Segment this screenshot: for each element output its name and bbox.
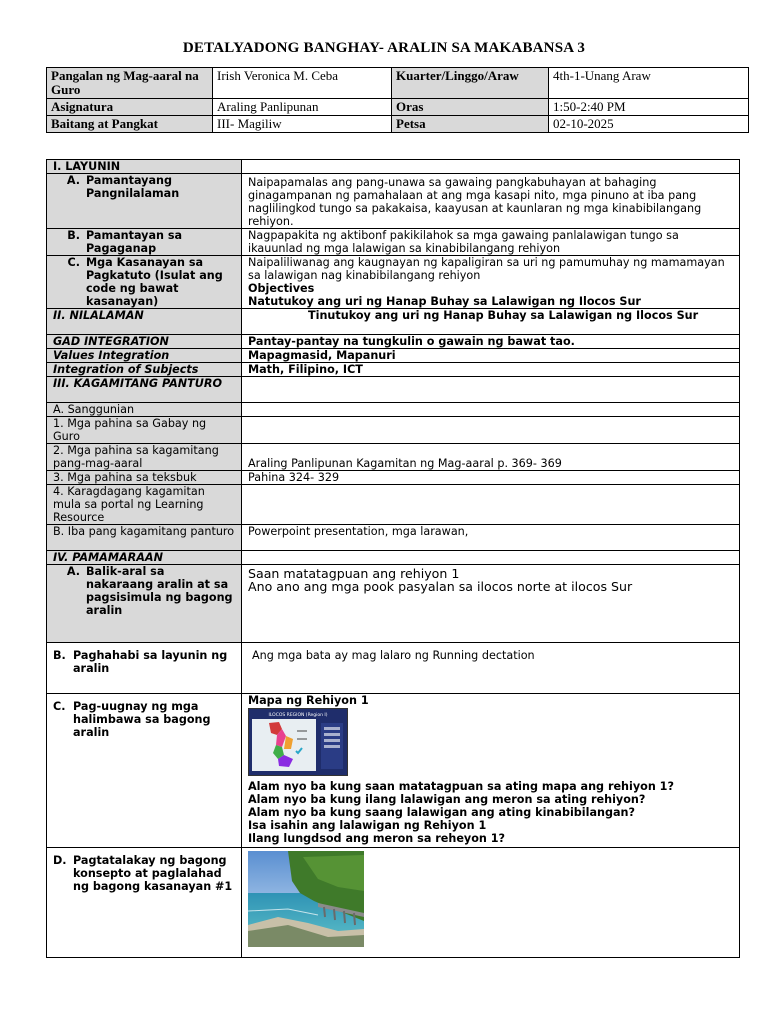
- paguugnay-value: [242, 694, 740, 848]
- kagamitan-empty: [242, 377, 740, 403]
- region-1-map-image: [248, 708, 348, 776]
- pamantayang-pangnilalaman-label: A. Pamantayang Pangnilalaman: [47, 174, 242, 229]
- integration-value: Math, Filipino, ICT: [242, 363, 740, 377]
- teacher-label: Pangalan ng Mag-aaral na Guro: [47, 68, 213, 99]
- pamantayang-pangnilalaman-value: Naipapamalas ang pang-unawa sa gawaing pangkabuhayan at bahaging ginagampanan ng pamahalaan at ang mga kasapi nito, mga pinuno at iba pang naglilingkod tungo sa pakakaisa, kaayusan at kaunlaran ng mga kinabibilangang rehiyon.: [242, 174, 740, 229]
- pamantayan-sa-pagaganap-value: Nagpapakita ng aktibonf pakikilahok sa mga gawaing panlalawigan tungo sa ikauunlad ng mga lalawigan sa kinabibilangang rehiyon: [242, 229, 740, 256]
- map-caption: ILOCOS REGION (Region I): [268, 713, 328, 718]
- kasanayan-text: Naipaliliwanag ang kaugnayan ng kapaligiran sa uri ng pamumuhay ng mamamayan sa lalawigan nag kinabibilangang rehiyon: [248, 256, 725, 282]
- table-row: [47, 309, 740, 335]
- pagtatalakay-label: D. Pagtatalakay ng bagong konsepto at paglalahad ng bagong kasanayan #1: [47, 848, 242, 958]
- grade-value: III- Magiliw: [213, 116, 392, 133]
- objectives-label: Objectives: [248, 282, 315, 295]
- gabay-empty: [242, 417, 740, 444]
- table-row: [47, 229, 740, 256]
- objectives-value: Natutukoy ang uri ng Hanap Buhay sa Lalawigan ng Ilocos Sur: [248, 295, 641, 308]
- grade-label: Baitang at Pangkat: [47, 116, 213, 133]
- header-info-table: [46, 67, 749, 133]
- question-1: Alam nyo ba kung saan matatagpuan sa ating mapa ang rehiyon 1?: [248, 780, 674, 793]
- balik-aral-line-1: Saan matatagpuan ang rehiyon 1: [248, 566, 460, 581]
- balik-aral-label: A. Balik-aral sa nakaraang aralin at sa pagsisimula ng bagong aralin: [47, 565, 242, 643]
- teacher-value: Irish Veronica M. Ceba: [213, 68, 392, 99]
- mapa-label: Mapa ng Rehiyon 1: [248, 694, 369, 707]
- paghahabi-value: Ang mga bata ay mag lalaro ng Running dectation: [242, 643, 740, 694]
- layunin-heading: I. LAYUNIN: [47, 160, 242, 174]
- nilalaman-value: Tinutukoy ang uri ng Hanap Buhay sa Lalawigan ng Ilocos Sur: [242, 309, 740, 335]
- question-3: Alam nyo ba kung saang lalawigan ang ating kinabibilangan?: [248, 806, 635, 819]
- table-row: [47, 565, 740, 643]
- pamantayan-sa-pagaganap-label: B. Pamantayan sa Pagaganap: [47, 229, 242, 256]
- gad-value: Pantay-pantay na tungkulin o gawain ng bawat tao.: [242, 335, 740, 349]
- values-label: Values Integration: [47, 349, 242, 363]
- pagtatalakay-value: [242, 848, 740, 958]
- paghahabi-label: B. Paghahabi sa layunin ng aralin: [47, 643, 242, 694]
- nilalaman-label: II. NILALAMAN: [47, 309, 242, 335]
- quarter-label: Kuarter/Linggo/Araw: [392, 68, 549, 99]
- gabay-label: 1. Mga pahina sa Gabay ng Guro: [47, 417, 242, 444]
- coastal-landscape-photo: [248, 851, 364, 947]
- table-row: [47, 68, 749, 99]
- paguugnay-label: C. Pag-uugnay ng mga halimbawa sa bagong aralin: [47, 694, 242, 848]
- date-value: 02-10-2025: [549, 116, 749, 133]
- kagamitan-heading: III. KAGAMITANG PANTURO: [47, 377, 242, 403]
- table-row: [47, 471, 740, 485]
- question-2: Alam nyo ba kung ilang lalawigan ang meron sa ating rehiyon?: [248, 793, 646, 806]
- pamamaraan-heading: IV. PAMAMARAAN: [47, 551, 242, 565]
- lesson-plan-table: [46, 159, 740, 958]
- portal-label: 4. Karagdagang kagamitan mula sa portal ng Learning Resource: [47, 485, 242, 525]
- table-row: [47, 116, 749, 133]
- table-row: [47, 335, 740, 349]
- integration-label: Integration of Subjects: [47, 363, 242, 377]
- portal-empty: [242, 485, 740, 525]
- time-value: 1:50-2:40 PM: [549, 99, 749, 116]
- date-label: Petsa: [392, 116, 549, 133]
- table-row: [47, 643, 740, 694]
- pamamaraan-empty: [242, 551, 740, 565]
- table-row: [47, 160, 740, 174]
- gad-label: GAD INTEGRATION: [47, 335, 242, 349]
- table-row: [47, 694, 740, 848]
- iba-value: Powerpoint presentation, mga larawan,: [242, 525, 740, 551]
- kagamitang-label: 2. Mga pahina sa kagamitang pang-mag-aaral: [47, 444, 242, 471]
- question-4: Isa isahin ang lalawigan ng Rehiyon 1: [248, 819, 487, 832]
- teksbuk-label: 3. Mga pahina sa teksbuk: [47, 471, 242, 485]
- layunin-empty: [242, 160, 740, 174]
- question-5: Ilang lungdsod ang meron sa reheyon 1?: [248, 832, 506, 845]
- table-row: [47, 403, 740, 417]
- teksbuk-value: Pahina 324- 329: [242, 471, 740, 485]
- kagamitang-value: Araling Panlipunan Kagamitan ng Mag-aaral p. 369- 369: [242, 444, 740, 471]
- table-row: [47, 525, 740, 551]
- document-title: DETALYADONG BANGHAY- ARALIN SA MAKABANSA 3: [182, 40, 586, 56]
- subject-label: Asignatura: [47, 99, 213, 116]
- time-label: Oras: [392, 99, 549, 116]
- table-row: [47, 99, 749, 116]
- map-graphic: [249, 709, 347, 775]
- table-row: [47, 485, 740, 525]
- table-row: [47, 551, 740, 565]
- table-row: [47, 349, 740, 363]
- quarter-value: 4th-1-Unang Araw: [549, 68, 749, 99]
- table-row: [47, 363, 740, 377]
- balik-aral-line-2: Ano ano ang mga pook pasyalan sa ilocos norte at ilocos Sur: [248, 579, 633, 594]
- kasanayan-label: C. Mga Kasanayan sa Pagkatuto (Isulat ang code ng bawat kasanayan): [47, 256, 242, 309]
- values-value: Mapagmasid, Mapanuri: [242, 349, 740, 363]
- table-row: [47, 256, 740, 309]
- table-row: [47, 417, 740, 444]
- iba-label: B. Iba pang kagamitang panturo: [47, 525, 242, 551]
- table-row: [47, 444, 740, 471]
- balik-aral-value: [242, 565, 740, 643]
- kasanayan-value: [242, 256, 740, 309]
- table-row: [47, 174, 740, 229]
- sanggunian-label: A. Sanggunian: [47, 403, 242, 417]
- subject-value: Araling Panlipunan: [213, 99, 392, 116]
- table-row: [47, 377, 740, 403]
- sanggunian-empty: [242, 403, 740, 417]
- table-row: [47, 848, 740, 958]
